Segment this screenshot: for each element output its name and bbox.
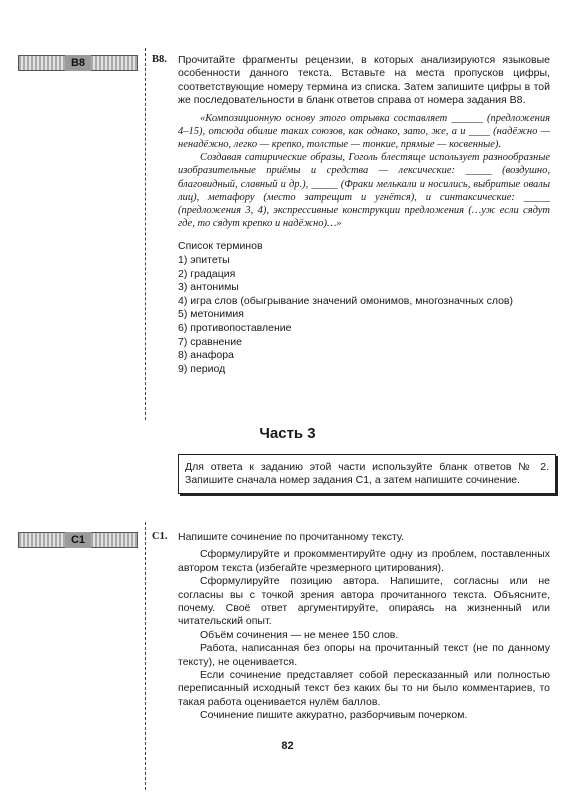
term-item: 7) сравнение bbox=[178, 335, 242, 348]
b8-instruction: Прочитайте фрагменты рецензии, в которых анализируются языковые особенности данного текста. Вставьте на места пропусков цифры, соответствующие номеру термина из списка. Затем запишите цифры в той же последовательности в бланк ответов справа от номера задания В8. bbox=[178, 54, 550, 107]
task-tag-b8-label: B8 bbox=[65, 55, 91, 71]
task-tag-c1 bbox=[18, 532, 138, 548]
term-item: 4) игра слов (обыгрывание значений омонимов, многозначных слов) bbox=[178, 294, 514, 307]
term-item: 8) анафора bbox=[178, 349, 234, 362]
c1-paragraph: Работа, написанная без опоры на прочитанный текст (не по данному тексту), не оценивается. bbox=[178, 642, 550, 668]
c1-paragraph: Если сочинение представляет собой пересказанный или полностью переписанный исходный текст без каких бы то ни было комментариев, то такая работа оценивается нулём баллов. bbox=[178, 669, 550, 708]
part-heading: Часть 3 bbox=[259, 425, 316, 442]
task-tag-b8 bbox=[18, 55, 138, 71]
part-instruction-box: Для ответа к заданию этой части используйте бланк ответов № 2. Запишите сначала номер задания С1, а затем напишите сочинение. bbox=[178, 454, 556, 494]
page-number: 82 bbox=[281, 740, 294, 752]
task-number-b8: B8. bbox=[152, 54, 167, 65]
task-b8-body bbox=[178, 54, 550, 376]
c1-intro: Напишите сочинение по прочитанному тексту. bbox=[178, 531, 405, 543]
terms-title: Список терминов bbox=[178, 240, 263, 253]
term-item: 9) период bbox=[178, 362, 226, 375]
b8-review-fragment-1: «Композиционную основу этого отрывка составляет ______ (предложения 4–15), отсюда обилие таких союзов, как однако, зато, же, а и ____ (надёжно — ненадёжно, легко — крепко, толстые — тонкие, прямые — косвенные). bbox=[178, 112, 550, 151]
term-item: 3) антонимы bbox=[178, 281, 239, 294]
c1-paragraph: Сформулируйте позицию автора. Напишите, согласны или не согласны вы с точкой зрения автора прочитанного текста. Объясните, почему. Своё ответ аргументируйте, опираясь на жизненный или читательский опыт. bbox=[178, 575, 550, 628]
c1-paragraph: Сочинение пишите аккуратно, разборчивым почерком. bbox=[200, 709, 468, 722]
term-item: 5) метонимия bbox=[178, 308, 244, 321]
term-item: 1) эпитеты bbox=[178, 254, 230, 267]
task-tag-c1-label: C1 bbox=[65, 532, 91, 548]
terms-list bbox=[178, 240, 550, 376]
term-item: 2) градация bbox=[178, 267, 236, 280]
c1-paragraph: Объём сочинения — не менее 150 слов. bbox=[200, 628, 399, 641]
term-item: 6) противопоставление bbox=[178, 322, 292, 335]
task-c1-body bbox=[178, 531, 550, 723]
task-number-c1: С1. bbox=[152, 531, 168, 542]
c1-paragraph: Сформулируйте и прокомментируйте одну из проблем, поставленных автором текста (избегайте чрезмерного цитирования). bbox=[178, 548, 550, 574]
b8-review-fragment-2: Создавая сатирические образы, Гоголь блестяще использует разнообразные изобразительные приёмы и средства — лексические: _____ (воздушно, благовидный, славный и др.), _____ (Фраки мелькали и носились, выбритые овалы лиц), метафору (место затрещит и угнётся), и синтаксические: _____ (предложения 3, 4), экспрессивные конструкции предложения (…уж если сядут где, то сядут крепко и надёжно)…» bbox=[178, 152, 550, 230]
margin-line-b8 bbox=[145, 48, 146, 420]
